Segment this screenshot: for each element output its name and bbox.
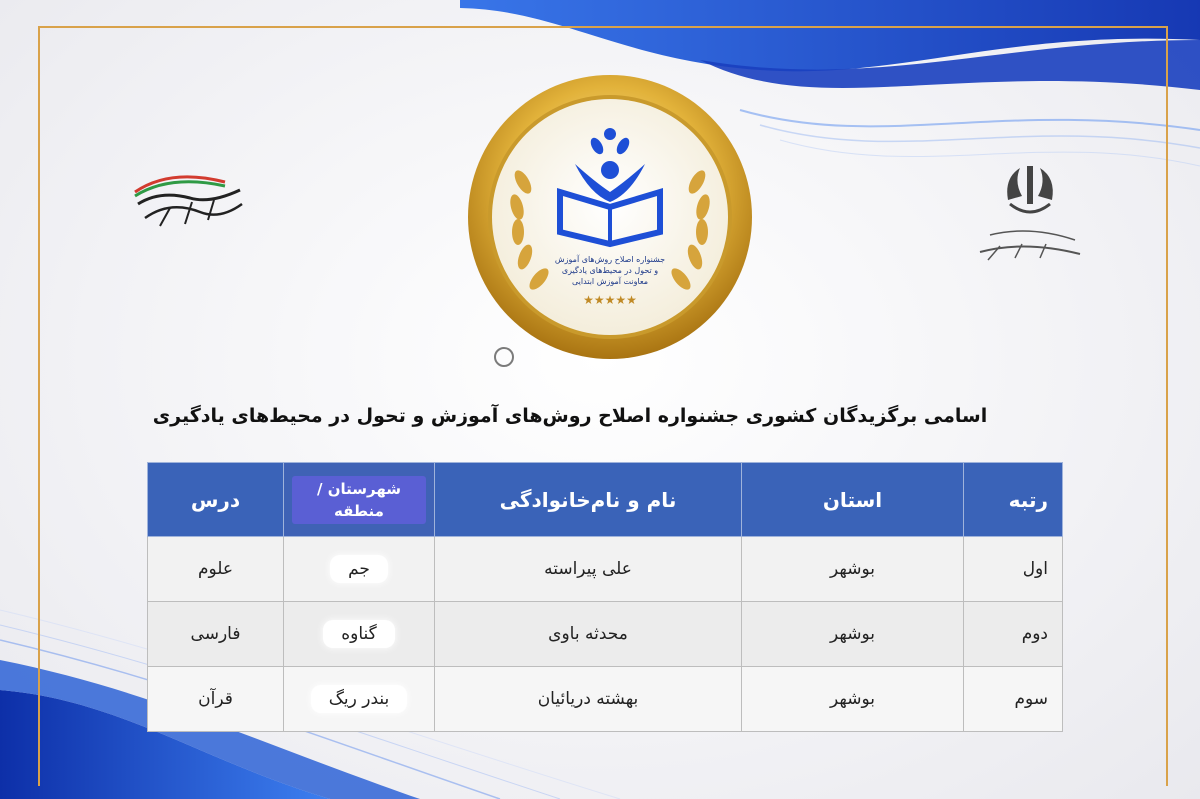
cell-province: بوشهر bbox=[742, 602, 964, 667]
cell-city bbox=[284, 537, 435, 602]
ministry-emblem-logo bbox=[970, 160, 1090, 270]
cell-city bbox=[284, 667, 435, 732]
cell-rank: اول bbox=[964, 537, 1063, 602]
page-title: اسامی برگزیدگان کشوری جشنواره اصلاح روش‌های آموزش و تحول در محیط‌های یادگیری bbox=[152, 405, 988, 427]
cell-name: علی پیراسته bbox=[435, 537, 742, 602]
festival-calligraphy-logo bbox=[130, 160, 250, 240]
cell-subject: فارسی bbox=[148, 602, 284, 667]
table-row bbox=[148, 537, 1063, 602]
cell-subject: قرآن bbox=[148, 667, 284, 732]
header-name: نام و نام‌خانوادگی bbox=[435, 463, 742, 537]
header-city bbox=[284, 463, 435, 537]
city-chip: بندر ریگ bbox=[311, 685, 408, 713]
cell-city bbox=[284, 602, 435, 667]
table-row bbox=[148, 667, 1063, 732]
cell-province: بوشهر bbox=[742, 537, 964, 602]
cell-province: بوشهر bbox=[742, 667, 964, 732]
svg-text:★★★★★: ★★★★★ bbox=[583, 293, 637, 307]
festival-medal-emblem bbox=[465, 72, 755, 362]
header-city-label: شهرستان / منطقه bbox=[292, 476, 426, 524]
cell-name: محدثه باوی bbox=[435, 602, 742, 667]
svg-text:معاونت آموزش ابتدایی: معاونت آموزش ابتدایی bbox=[571, 277, 649, 286]
header-rank: رتبه bbox=[964, 463, 1063, 537]
winners-table bbox=[147, 462, 1063, 732]
svg-text:و تحول در محیط‌های یادگیری: و تحول در محیط‌های یادگیری bbox=[561, 266, 659, 275]
city-chip: جم bbox=[330, 555, 388, 583]
cell-name: بهشته دریائیان bbox=[435, 667, 742, 732]
svg-text:جشنواره اصلاح روش‌های آموزش: جشنواره اصلاح روش‌های آموزش bbox=[554, 255, 666, 264]
table-row bbox=[148, 602, 1063, 667]
cell-subject: علوم bbox=[148, 537, 284, 602]
cell-rank: سوم bbox=[964, 667, 1063, 732]
table-header-row bbox=[148, 463, 1063, 537]
header-subject: درس bbox=[148, 463, 284, 537]
city-chip: گناوه bbox=[323, 620, 395, 648]
cell-rank: دوم bbox=[964, 602, 1063, 667]
small-ring-icon bbox=[494, 347, 514, 367]
header-province: استان bbox=[742, 463, 964, 537]
